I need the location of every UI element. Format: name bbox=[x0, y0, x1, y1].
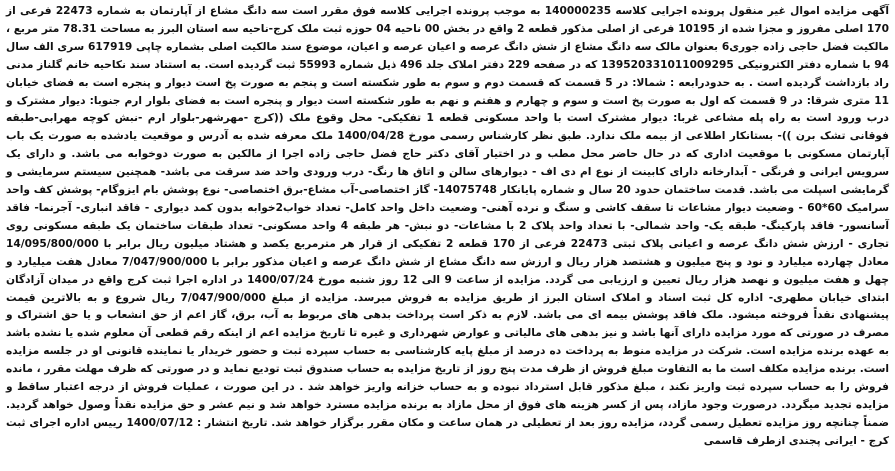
auction-notice-text: آگهی مزایده اموال غیر منقول پرونده اجرایی کلاسه 140000235 به موجب پرونده اجرایی کلاسه فوق مقرر است سه دانگ مشاع از آپارتمان به شماره 22473 فرعی از 170 اصلی مفروز و مجزا شده از 10195 فرعی از اصلی مذکور قطعه 2 واقع در بخش 00 ناحیه 04 حوزه ثبت ملک کرج-ناحیه سه استان البرز به مساحت 78.31 متر مربع ، مالکیت فضل حاجی زاده جوری6 بعنوان مالک سه دانگ مشاع از شش دانگ عرصه و اعیان عرصه و اعیان، موضوع سند مالکیت اصلی بشماره چاپی 617919 سری الف سال 94 با شماره دفتر الکترونیکی 139520331011009295 که در صفحه 229 دفتر املاک جلد 496 ذیل شماره 55993 ثبت گردیده است. به استناد سند نکاحیه خانم گلناز مدنی راد بازداشت گردیده است . به حدودرابعه : شمالا: در 5 قسمت که قسمت دوم و سوم به طور شکسته است و پنجم به صورت پخ است دیوار و پنجره است به فضای خیابان 11 متری شرقا: در 9 قسمت که اول به صورت پخ است و سوم و چهارم و هفتم و نهم به طور شکسته است دیوار و پنجره است به فضای بلوار ارم جنوبا: دیوار مشترک و درب ورود است به راه پله مشاعی غربا: دیوار مشترک است با واحد مسکونی قطعه 1 تفکیکی- محل وقوع ملک ((کرج -مهرشهر-بلوار ارم -نبش کوچه مهرابی-طبقه فوقانی تشک برن ))- بستانکار اطلاعی از بیمه ملک ندارد. طبق نظر کارشناس رسمی مورخ 1400/04/28 ملک معرفه شده به آدرس و موقعیت یادشده به صورت یک باب آپارتمان مسکونی با موقعیت اداری که در حال حاضر محل مطب و در اختیار آقای دکتر حاج فضل حاجی زاده اجرا از مالکین به صورت دوخوابه می باشد. و دارای یک سرویس ایرانی و فرنگی - آبدارخانه دارای کابینت از نوع ام دی اف - دیوارهای سالن و اتاق ها رنگ- درب ورودی واحد ضد سرقت می باشد- همچنین سیستم سرمایشی و گرمایشی اسپلت می باشد. قدمت ساختمان حدود 20 سال و شماره پایانکار 14075748- گاز اختصاصی-آب مشاع-برق اختصاصی- نوع پوشش بام ایزوگام- پوشش کف واحد سرامیک 60*60 - وضعیت دیوار مشاعات تا سقف کاشی و سنگ و نرده آهنی- وضعیت داخل واحد کامل- تعداد خواب2خوابه بدون کمد دیواری - فاقد انباری- آجرنما- فاقد آسانسور- فاقد پارکینگ- طبقه یک- واحد شمالی- با تعداد واحد پلاک 2 با مشاعات- دو نبش- هر طبقه 4 واحد مسکونی- تعداد طبقات ساختمان یک طبقه مسکونی روی تجاری - ارزش شش دانگ عرصه و اعیانی پلاک ثبتی 22473 فرعی از 170 قطعه 2 تفکیکی از قرار هر مترمربع یکصد و هشتاد میلیون ریال برابر با 14/095/800/000 معادل چهارده میلیارد و نود و پنج میلیون و هشتصد هزار ریال و ارزش سه دانگ مشاع از شش دانگ عرصه و اعیان مذکور برابر با 7/047/900/000 معادل هفت میلیارد و چهل و هفت میلیون و نهصد هزار ریال تعیین و ارزیابی می گردد. مزایده از ساعت 9 الی 12 روز شنبه مورخ 1400/07/24 در اداره اجرا ثبت کرج واقع در میدان آزادگان ابتدای خیابان مطهری- اداره کل ثبت اسناد و املاک استان البرز از طریق مزایده به فروش میرسد. مزایده از مبلغ 7/047/900/000 ریال شروع و به بالاترین قیمت پیشنهادی نقداً فروخته میشود. ملک فاقد پوشش بیمه ای می باشد. لازم به ذکر است پرداخت بدهی های مربوط به آب، برق، گاز اعم از حق انشعاب و یا حق اشتراک و مصرف در صورتی که مورد مزایده دارای آنها باشد و نیز بدهی های مالیاتی و عوارض شهرداری و غیره تا تاریخ مزایده اعم از اینکه رقم قطعی آن معلوم شده یا نشده باشد به عهده برنده مزایده است. شرکت در مزایده منوط به پرداخت ده درصد از مبلغ پایه کارشناسی به حساب سپرده ثبت و حضور خریدار یا نماینده قانونی او در جلسه مزایده است. برنده مزایده مکلف است ما به التفاوت مبلغ فروش از ظرف مدت پنج روز از تاریخ مزایده به حساب صندوق ثبت تودیع نماید و در صورتی که ظرف مهلت مقرر ، مانده فروش را به حساب سپرده ثبت واریز نکند ، مبلغ مذکور قابل استرداد نبوده و به حساب خزانه واریز خواهد شد . در این صورت ، عملیات فروش از درجه اعتبار ساقط و مزایده تجدید میگردد. درصورت وجود مازاد، پس از کسر هزینه های فوق از محل مازاد به برنده مزایده مسترد خواهد شد و نیم عشر و حق مزایده نقداً وصول خواهد گردید. ضمناً چنانچه روز مزایده تعطیل رسمی گردد، مزایده روز بعد از تعطیلی در همان ساعت و مکان مقرر برگزار خواهد شد. تاریخ انتشار : 1400/07/12 رییس اداره اجرای ثبت کرج - ایرانی پجندی ازطرف قاسمی bbox=[6, 5, 890, 447]
